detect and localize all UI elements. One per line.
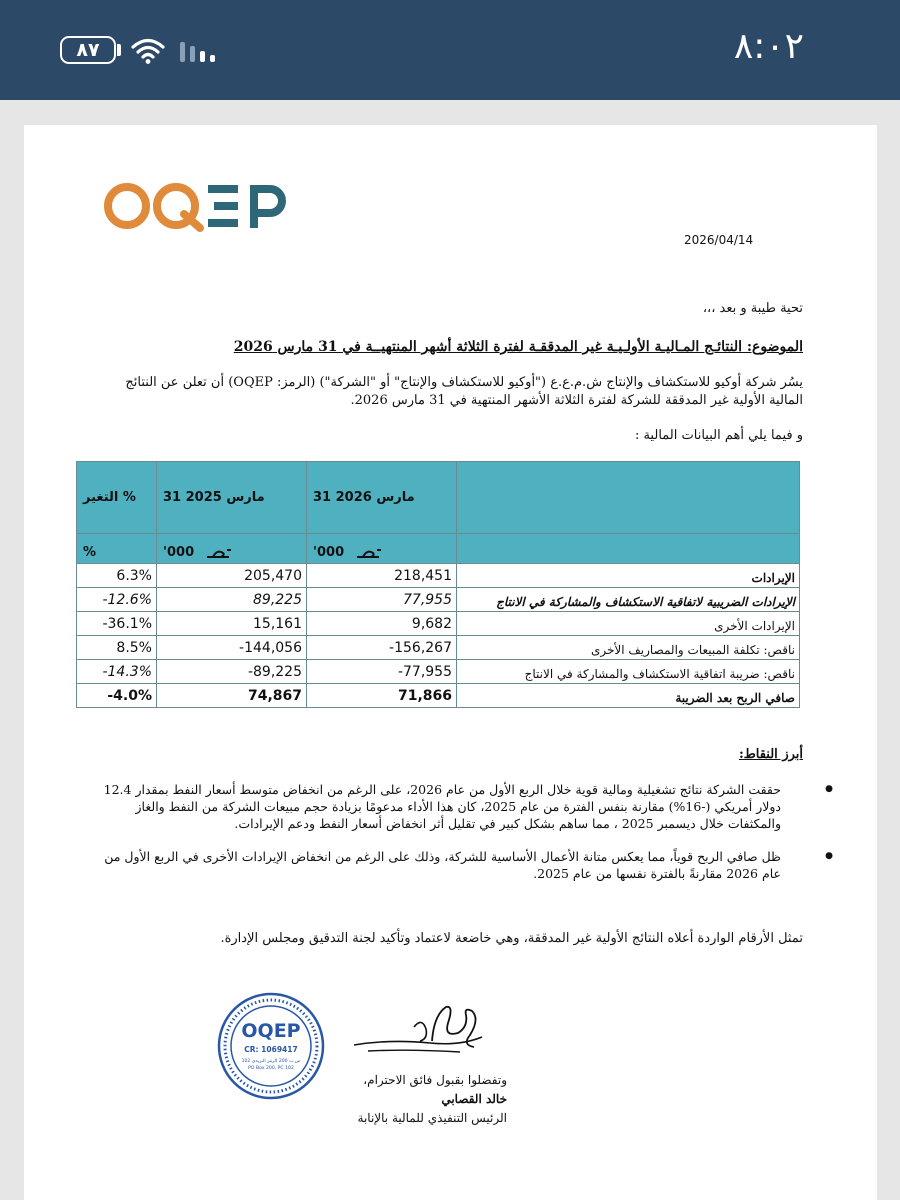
cell-2026: -156,267 <box>307 636 457 660</box>
cell-label: صافي الربح بعد الضريبة <box>457 684 800 708</box>
sign-block <box>358 1071 507 1128</box>
cell-change: 6.3% <box>77 564 157 588</box>
letter-page <box>24 125 877 1200</box>
cell-2025: 89,225 <box>157 588 307 612</box>
header-march-2026: 31 مارس 2026 <box>307 462 457 534</box>
unit-2026: '000 <box>313 545 345 560</box>
list-item: ● حققت الشركة نتائج تشغيلية ومالية قوية خلال الربع الأول من عام 2026، على الرغم من انخفاض متوسط أسعار النفط بمقدار 12.4 دولار أمريكي (-16%) مقارنة بنفس الفترة من عام 2025، كان هذا الأداء مدعومًا بزيادة حجم مبيعات الشركة من النفط والغاز والمكثفات خلال ديسمبر 2025 ، مما ساهم بشكل كبير في تقليل أثر انخفاض أسعار النفط ودعم الإيرادات. <box>83 781 803 832</box>
cell-change: -36.1% <box>77 612 157 636</box>
greeting: تحية طيبة و بعد ،،، <box>702 301 803 316</box>
letter-date: 2026/04/14 <box>684 233 754 247</box>
cell-2025: -144,056 <box>157 636 307 660</box>
table-row <box>77 684 800 708</box>
financial-table <box>76 461 800 708</box>
battery-tip <box>117 44 121 56</box>
cell-change: -4.0% <box>77 684 157 708</box>
oqep-logo <box>104 180 294 232</box>
battery-indicator: ٨٧ <box>60 36 116 64</box>
table-row <box>77 564 800 588</box>
signal-icon <box>178 40 220 64</box>
cell-label: ناقص: تكلفة المبيعات والمصاريف الأخرى <box>457 636 800 660</box>
cell-label: ناقص: ضريبة اتفاقية الاستكشاف والمشاركة في الانتاج <box>457 660 800 684</box>
cell-change: 8.5% <box>77 636 157 660</box>
rial-currency-icon <box>355 547 383 559</box>
company-stamp <box>216 991 326 1101</box>
list-item: ● ظل صافي الربح قوياً، مما يعكس متانة الأعمال الأساسية للشركة، وذلك على الرغم من انخفاض الإيرادات الأخرى في الربع الأول من عام 2026 مقارنةً بالفترة نفسها من عام 2025. <box>83 848 803 882</box>
clock: ٨:٠٢ <box>733 26 804 67</box>
header-march-2025: مارس 2025 31 <box>157 462 307 534</box>
cell-2026: 9,682 <box>307 612 457 636</box>
highlights-title: أبرز النقاط: <box>738 747 803 762</box>
stamp-cr: CR: 1069417 <box>244 1045 298 1054</box>
handwritten-signature <box>350 997 490 1069</box>
cell-2026: 218,451 <box>307 564 457 588</box>
sign-off: وتفضلوا بقبول فائق الاحترام، <box>363 1073 507 1087</box>
unit-2026-cell <box>307 534 457 564</box>
subject-line: الموضوع: النتائـج المـاليـة الأولـيـة غير المدققـة لفترة الثلاثة أشهر المنتهيــة في 31 مارس 2026 <box>233 339 803 355</box>
unit-2025: '000 <box>163 545 195 560</box>
cell-2025: 205,470 <box>157 564 307 588</box>
cell-2025: 15,161 <box>157 612 307 636</box>
stamp-brand: OQEP <box>241 1020 301 1042</box>
signatory-title: الرئيس التنفيذي للمالية بالإنابة <box>357 1111 507 1125</box>
stamp-line-2: PO Box 200, PC 102 <box>248 1066 294 1071</box>
stamp-line-1: ص.ب 200 الرمز البريدي 102 <box>241 1059 301 1064</box>
highlights-list <box>83 781 803 898</box>
cell-change: -12.6% <box>77 588 157 612</box>
rial-currency-icon <box>205 547 233 559</box>
table-row <box>77 636 800 660</box>
cell-2026: 77,955 <box>307 588 457 612</box>
unit-2025-cell <box>157 534 307 564</box>
header-label <box>457 462 800 534</box>
cell-2026: 71,866 <box>307 684 457 708</box>
cell-label: الإيرادات الضريبية لاتفاقية الاستكشاف والمشاركة في الانتاج <box>457 588 800 612</box>
cell-change: -14.3% <box>77 660 157 684</box>
intro-paragraph: يسُر شركة أوكيو للاستكشاف والإنتاج ش.م.ع.ع ("أوكيو للاستكشاف والإنتاج" أو "الشركة") (الرمز: OQEP) أن تعلن عن النتائج المالية الأولية غير المدققة للشركة لفترة الثلاثة الأشهر المنتهية في 31 مارس 2026. <box>125 375 803 408</box>
closing-note: تمثل الأرقام الواردة أعلاه النتائج الأولية غير المدققة، وهي خاضعة لاعتماد وتأكيد لجنة التدقيق ومجلس الإدارة. <box>220 931 803 946</box>
cell-2025: -89,225 <box>157 660 307 684</box>
cell-label: الإيرادات <box>457 564 800 588</box>
unit-change: % <box>77 534 157 564</box>
table-row <box>77 660 800 684</box>
cell-2026: -77,955 <box>307 660 457 684</box>
header-change: التغير % <box>77 462 157 534</box>
table-row <box>77 612 800 636</box>
status-bar <box>0 0 900 100</box>
signatory-name: خالد القصابي <box>441 1092 507 1106</box>
table-lead-text: و فيما يلي أهم البيانات المالية : <box>634 428 803 443</box>
table-row <box>77 588 800 612</box>
unit-label <box>457 534 800 564</box>
wifi-icon <box>130 36 166 66</box>
cell-2025: 74,867 <box>157 684 307 708</box>
cell-label: الإيرادات الأخرى <box>457 612 800 636</box>
